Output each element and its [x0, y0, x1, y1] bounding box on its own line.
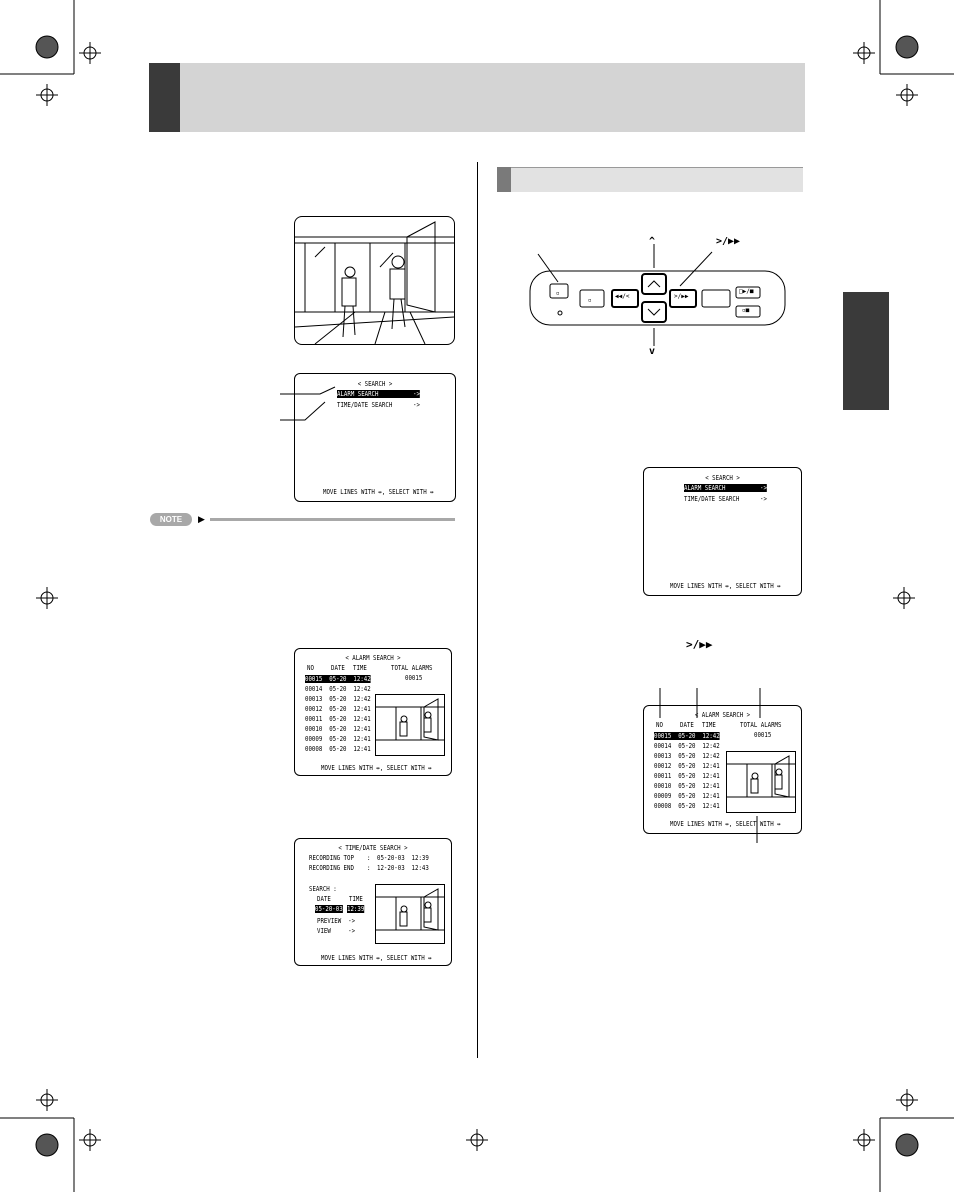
search-menu-title: < SEARCH >	[705, 474, 740, 482]
row-no: 00013	[654, 752, 672, 760]
row-date: 05-20	[678, 762, 696, 770]
preview-label: PREVIEW	[317, 917, 342, 925]
table-row[interactable]	[305, 705, 371, 713]
time-date-search-item[interactable]	[337, 401, 420, 409]
preview-arrow: ->	[348, 917, 356, 925]
time-date-search-label: TIME/DATE SEARCH	[684, 495, 740, 503]
row-no: 00015	[654, 732, 672, 740]
rec-end-label: RECORDING END	[309, 864, 354, 872]
table-row[interactable]	[305, 695, 371, 703]
row-no: 00011	[305, 715, 323, 723]
time-date-search-arrow: ->	[760, 495, 767, 503]
row-time: 12:41	[353, 725, 371, 733]
row-time: 12:42	[353, 675, 371, 683]
date-value-field[interactable]: 05-20-03	[315, 905, 343, 913]
header-no: NO	[307, 664, 314, 672]
view-label: VIEW	[317, 927, 331, 935]
chapter-header-tab	[149, 63, 180, 132]
search-menu-title: < SEARCH >	[357, 380, 393, 388]
header-time: TIME	[353, 664, 367, 672]
row-no: 00012	[654, 762, 672, 770]
row-date: 05-20	[329, 695, 347, 703]
ff-label: >/▶▶	[716, 236, 741, 247]
stop-button[interactable]: ▫■	[742, 307, 750, 314]
view-arrow: ->	[348, 927, 356, 935]
row-date: 05-20	[678, 732, 696, 740]
row-time: 12:42	[353, 695, 371, 703]
row-date: 05-20	[329, 685, 347, 693]
alarm-search-label: ALARM SEARCH	[337, 390, 379, 398]
down-arrow-label: v	[649, 346, 656, 357]
rec-top-value: 05-20-03 12:39	[377, 854, 429, 862]
alarm-callout-lines-icon	[655, 688, 765, 848]
note-rule	[210, 518, 455, 521]
preview-scene-icon	[376, 695, 444, 755]
office-scene-icon	[295, 217, 454, 344]
rec-top-label: RECORDING TOP	[309, 854, 354, 862]
row-time: 12:41	[353, 705, 371, 713]
row-no: 00011	[654, 772, 672, 780]
section-heading-tab	[497, 167, 511, 192]
row-date: 05-20	[678, 742, 696, 750]
alarm-search-label: ALARM SEARCH	[684, 484, 726, 492]
table-row[interactable]	[305, 715, 371, 723]
alarm-search-title: < ALARM SEARCH >	[345, 654, 401, 662]
camera-scene-illustration	[294, 216, 455, 345]
row-date: 05-20	[329, 675, 347, 683]
row-time: 12:42	[353, 685, 371, 693]
alarm-search-title: < ALARM SEARCH >	[694, 711, 751, 719]
row-no: 00014	[305, 685, 323, 693]
svg-text:▫: ▫	[556, 290, 560, 297]
row-time: 12:41	[702, 762, 720, 770]
time-date-search-item[interactable]	[684, 495, 767, 503]
preview-scene-icon	[376, 885, 444, 943]
callout-lines-icon	[280, 385, 340, 425]
row-no: 00015	[305, 675, 323, 683]
row-date: 05-20	[329, 705, 347, 713]
row-time: 12:41	[702, 792, 720, 800]
row-date: 05-20	[329, 725, 347, 733]
section-heading-bar	[497, 167, 803, 192]
row-time: 12:41	[353, 735, 371, 743]
note-badge: NOTE	[150, 513, 192, 526]
note-arrow-icon: ▶	[198, 514, 205, 524]
row-time: 12:41	[702, 782, 720, 790]
alarm-search-footer: MOVE LINES WITH ↔, SELECT WITH ↔	[321, 764, 432, 772]
header-date: DATE	[680, 721, 694, 729]
row-time: 12:41	[702, 802, 720, 810]
row-no: 00014	[654, 742, 672, 750]
remote-control-icon	[520, 236, 790, 361]
header-time: TIME	[702, 721, 716, 729]
row-date: 05-20	[678, 752, 696, 760]
view-item[interactable]	[317, 927, 355, 935]
table-row[interactable]	[305, 685, 371, 693]
row-date: 05-20	[678, 802, 696, 810]
column-divider	[477, 162, 478, 1058]
ff-symbol: >/▶▶	[686, 638, 713, 651]
time-date-preview-thumbnail	[375, 884, 445, 944]
row-time: 12:42	[702, 752, 720, 760]
row-date: 05-20	[329, 745, 347, 753]
row-no: 00012	[305, 705, 323, 713]
remote-control-illustration	[520, 236, 790, 361]
row-no: 00008	[654, 802, 672, 810]
rec-end-value: 12-20-03 12:43	[377, 864, 429, 872]
row-no: 00013	[305, 695, 323, 703]
header-date: DATE	[331, 664, 345, 672]
header-total-alarms: TOTAL ALARMS	[740, 721, 782, 729]
search-menu-footer: MOVE LINES WITH ↔, SELECT WITH ↔	[670, 582, 781, 590]
date-header: DATE	[317, 895, 331, 903]
row-time: 12:41	[702, 772, 720, 780]
row-no: 00010	[654, 782, 672, 790]
row-date: 05-20	[329, 735, 347, 743]
alarm-search-arrow: ->	[413, 390, 420, 398]
rewind-button[interactable]: ◀◀/<	[615, 293, 630, 300]
row-time: 12:42	[702, 742, 720, 750]
row-no: 00009	[654, 792, 672, 800]
total-alarms-value: 00015	[405, 674, 423, 682]
row-no: 00008	[305, 745, 323, 753]
alarm-search-item[interactable]	[337, 390, 420, 398]
search-menu-screen-right	[643, 467, 802, 596]
row-date: 05-20	[678, 792, 696, 800]
header-no: NO	[656, 721, 663, 729]
side-index-tab	[843, 292, 889, 410]
row-date: 05-20	[329, 715, 347, 723]
total-alarms-value: 00015	[754, 731, 772, 739]
chapter-header-bar	[149, 63, 805, 132]
time-header: TIME	[349, 895, 363, 903]
row-no: 00009	[305, 735, 323, 743]
alarm-search-arrow: ->	[760, 484, 767, 492]
row-date: 05-20	[678, 782, 696, 790]
rec-top-colon: :	[367, 854, 371, 862]
play-ff-button[interactable]: >/▶▶	[674, 293, 689, 300]
svg-text:▫: ▫	[588, 297, 592, 304]
table-row[interactable]	[305, 675, 371, 683]
row-time: 12:41	[353, 745, 371, 753]
header-total-alarms: TOTAL ALARMS	[391, 664, 433, 672]
time-value-field[interactable]: 12:39	[347, 905, 365, 913]
table-row[interactable]	[305, 735, 371, 743]
search-label: SEARCH :	[309, 885, 337, 893]
search-menu-footer: MOVE LINES WITH ↔, SELECT WITH ↔	[323, 488, 434, 496]
row-date: 05-20	[678, 772, 696, 780]
row-time: 12:42	[702, 732, 720, 740]
preview-item[interactable]	[317, 917, 355, 925]
alarm-search-screen	[294, 648, 452, 776]
time-date-search-label: TIME/DATE SEARCH	[337, 401, 393, 409]
up-arrow-label: ^	[649, 236, 656, 247]
rec-end-colon: :	[367, 864, 371, 872]
alarm-search-footer: MOVE LINES WITH ↔, SELECT WITH ↔	[670, 820, 781, 828]
step-button[interactable]: □▶/■	[739, 288, 754, 295]
table-row[interactable]	[305, 745, 371, 753]
time-date-search-screen	[294, 838, 452, 966]
row-no: 00010	[305, 725, 323, 733]
time-date-title: < TIME/DATE SEARCH >	[338, 844, 408, 852]
alarm-search-item[interactable]	[684, 484, 767, 492]
time-date-search-arrow: ->	[413, 401, 420, 409]
alarm-preview-thumbnail	[375, 694, 445, 756]
row-time: 12:41	[353, 715, 371, 723]
table-row[interactable]	[305, 725, 371, 733]
time-date-footer: MOVE LINES WITH ↔, SELECT WITH ↔	[321, 954, 432, 962]
